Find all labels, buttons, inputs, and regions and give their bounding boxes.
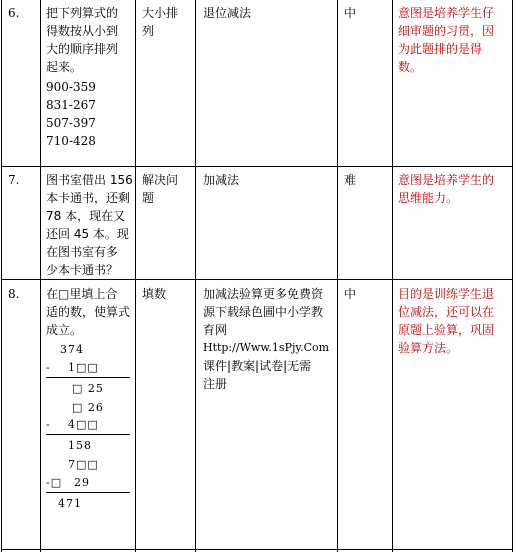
minus-sign: - — [46, 418, 51, 431]
calc-rule — [46, 377, 130, 378]
calc-number: 374 — [60, 343, 84, 356]
row-divider — [1, 166, 513, 167]
knowledge-point: 加减法验算更多免费资 源下载绿色圃中小学教 育网 Http://Www.1sPjy.Com 课件|教案|试卷|无需 注册 — [203, 285, 336, 393]
column-divider — [40, 0, 41, 552]
row-divider — [1, 549, 513, 550]
row-number: 7. — [8, 173, 20, 187]
design-intent: 意图是培养学生仔 细审题的习贯，因 为此题排的是得 数。 — [398, 6, 495, 74]
calc-number: 7□□ — [68, 458, 99, 471]
question-type: 填数 — [142, 287, 167, 301]
knowledge-point: 加减法 — [203, 173, 240, 187]
row-number: 6. — [8, 6, 20, 20]
minus-sign: -□ — [46, 476, 63, 489]
difficulty: 中 — [344, 6, 357, 20]
difficulty: 中 — [344, 287, 357, 301]
calc-number: □ 25 — [72, 382, 104, 395]
design-intent: 目的是训练学生退 位减法，还可以在 原题上验算，巩固 验算方法。 — [398, 287, 495, 355]
table-border-right — [512, 0, 513, 552]
column-divider — [392, 0, 393, 552]
question-content: 图书室借出 156 本卡通书，还剩 78 本，现在又 还回 45 本。现 在图书室有多 少本卡通书？ — [46, 173, 133, 277]
question-type: 解决问 题 — [142, 173, 179, 205]
calc-number: □ 26 — [72, 401, 104, 414]
calc-rule — [46, 492, 130, 493]
difficulty: 难 — [344, 173, 357, 187]
calc-number: 4□□ — [68, 418, 99, 431]
column-divider — [135, 0, 136, 552]
row-divider — [1, 279, 513, 280]
calc-number: 1□□ — [68, 361, 99, 374]
website-link[interactable]: Http://Www.1sPjy.Com — [203, 341, 330, 354]
calc-number: 29 — [74, 476, 90, 489]
design-intent: 意图是培养学生的 思维能力。 — [398, 173, 495, 205]
minus-sign: - — [46, 361, 51, 374]
question-content: 把下列算式的 得数按从小到 大的顺序排列 起来。 900-359 831-267 507-397 710-428 — [46, 6, 119, 148]
question-content: 在□里填上合 适的数，使算式 成立。 — [46, 287, 131, 337]
question-type: 大小排 列 — [142, 6, 179, 38]
calc-number: 471 — [58, 497, 82, 510]
column-divider — [195, 0, 196, 552]
row-number: 8. — [8, 287, 20, 301]
calc-rule — [46, 434, 130, 435]
calc-number: 158 — [68, 439, 92, 452]
knowledge-point: 退位减法 — [203, 6, 252, 20]
table-border-left — [1, 0, 2, 552]
column-divider — [337, 0, 338, 552]
